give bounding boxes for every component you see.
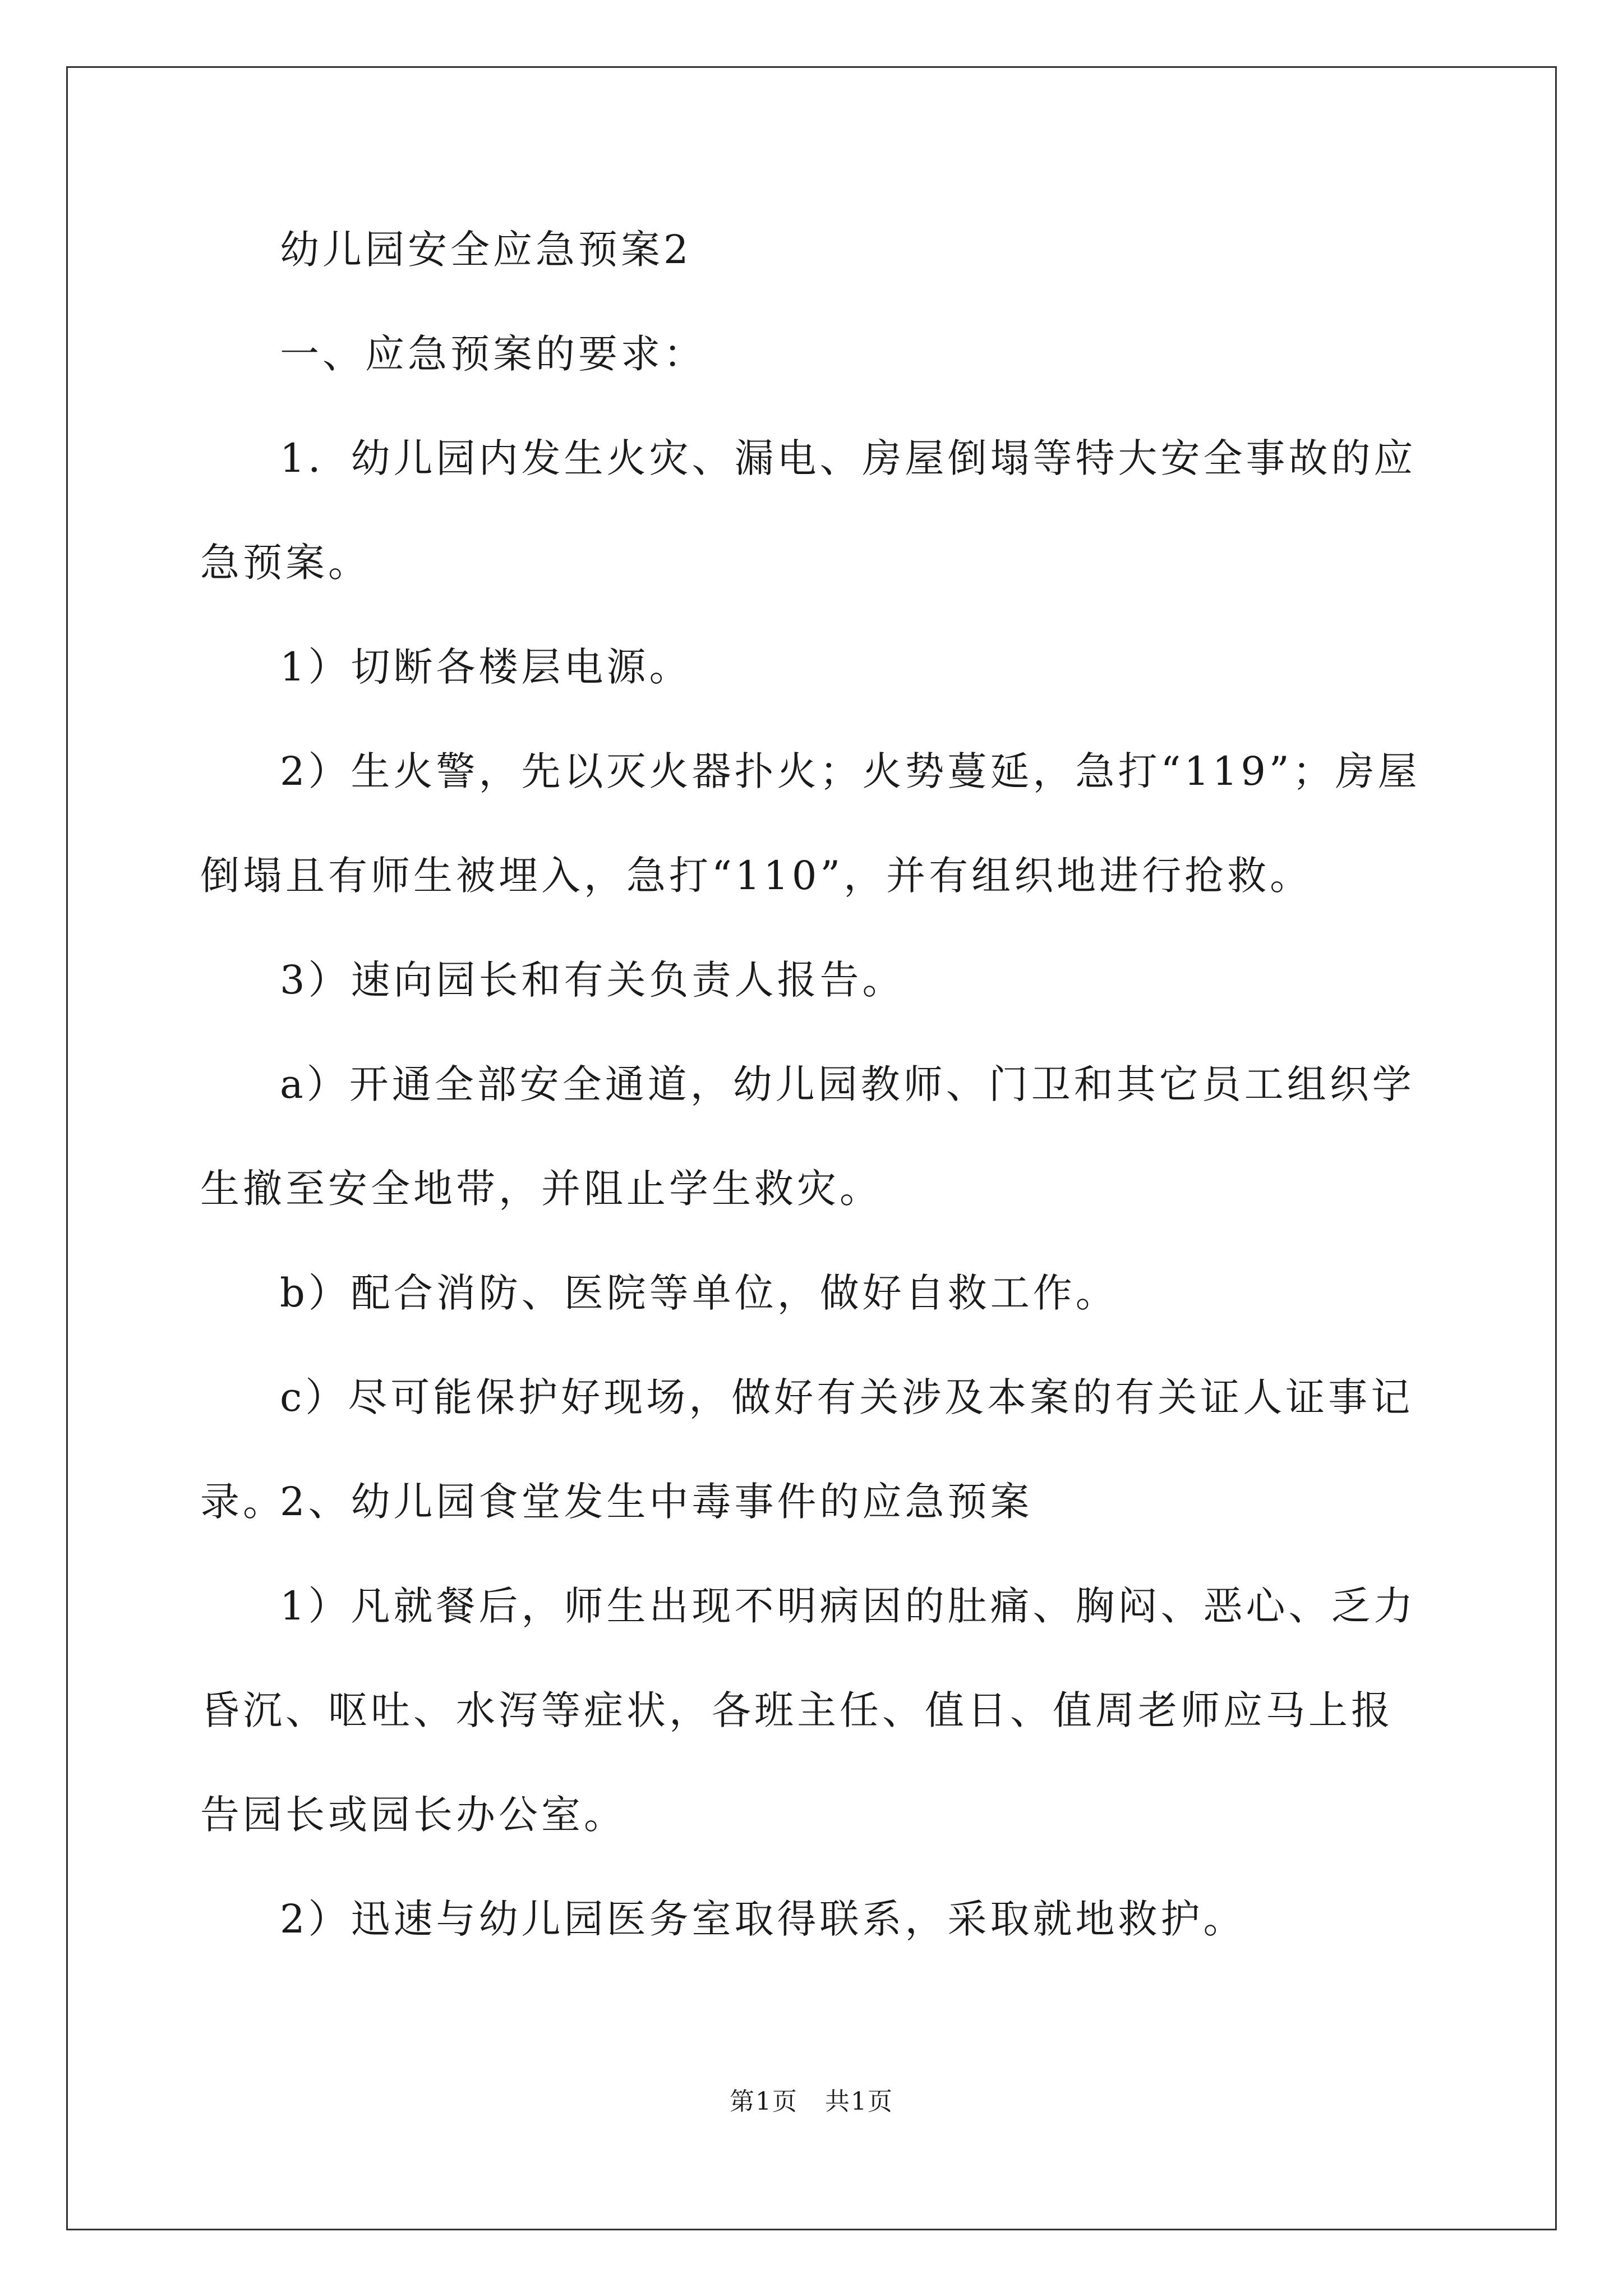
paragraph: 1．幼儿园内发生火灾、漏电、房屋倒塌等特大安全事故的应急预案。 [200, 435, 1417, 586]
paragraph: c）尽可能保护好现场，做好有关涉及本案的有关证人证事记录。 [200, 1374, 1414, 1525]
page-footer [0, 2085, 1623, 2119]
page-total: 共1页 [824, 2087, 893, 2116]
paragraph: 2）生火警，先以灭火器扑火；火势蔓延，急打“119”；房屋倒塌且有师生被埋入，急打“110”，并有组织地进行抢救。 [200, 748, 1421, 899]
paragraph: 1）凡就餐后，师生出现不明病因的肚痛、胸闷、恶心、乏力昏沉、呕吐、水泻等症状，各班主任、值日、值周老师应马上报告园长或园长办公室。 [200, 1583, 1417, 1838]
section-heading: 一、应急预案的要求： [280, 331, 706, 377]
document-title: 幼儿园安全应急预案2 [280, 227, 692, 273]
paragraph: a）开通全部安全通道，幼儿园教师、门卫和其它员工组织学生撤至安全地带，并阻止学生救灾。 [200, 1061, 1415, 1212]
paragraph: b）配合消防、医院等单位，做好自救工作。 [280, 1270, 1118, 1316]
paragraph: 2）迅速与幼儿园医务室取得联系，采取就地救护。 [280, 1896, 1246, 1942]
paragraph: 1）切断各楼层电源。 [280, 644, 692, 690]
page-number: 第1页 [730, 2087, 799, 2116]
paragraph: 3）速向园长和有关负责人报告。 [280, 957, 905, 1003]
section-heading: 2、幼儿园食堂发生中毒事件的应急预案 [280, 1479, 1033, 1525]
